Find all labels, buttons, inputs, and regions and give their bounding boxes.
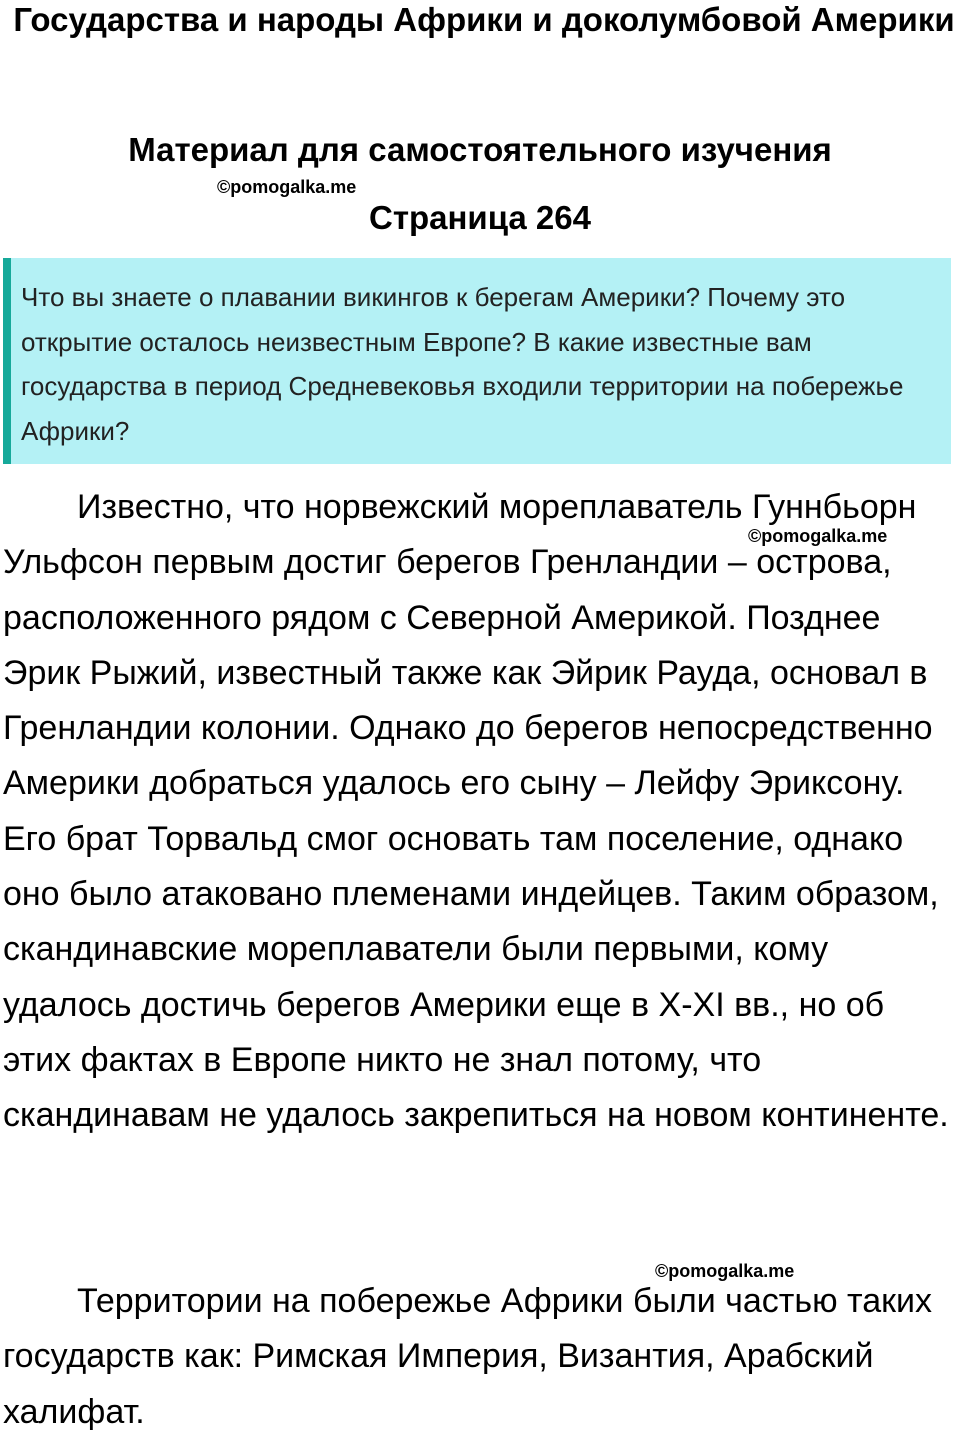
answer-paragraph-2: Территории на побережье Африки были частью таких государств как: Римская Империя, Византия, Арабский халифат. <box>3 1282 932 1431</box>
answer-paragraph-1: Известно, что норвежский мореплаватель Гуннбьорн Ульфсон первым достиг берегов Гренландии – острова, расположенного рядом с Северной Америкой. Позднее Эрик Рыжий, известный также как Эйрик Рауда, основал в Гренландии колонии. Однако до берегов непосредственно Америки добраться удалось его сыну – Лейфу Эриксону. Его брат Торвальд смог основать там поселение, однако оно было атаковано племенами индейцев. Таким образом, скандинавские мореплаватели были первыми, кому удалось достичь берегов Америки еще в X-XI вв., но об этих фактах в Европе никто не знал потому, что скандинавам не удалось закрепиться на новом континенте. <box>3 488 949 1135</box>
watermark: ©pomogalka.me <box>217 177 357 197</box>
page-title: Государства и народы Африки и доколумбовой Америки <box>13 1 955 38</box>
page-number-label: Страница 264 <box>369 199 591 236</box>
page-subtitle: Материал для самостоятельного изучения <box>128 131 832 168</box>
watermark: ©pomogalka.me <box>748 526 888 546</box>
question-text: Что вы знаете о плавании викингов к берегам Америки? Почему это открытие осталось неизвестным Европе? В какие известные вам государства в период Средневековья входили территории на побережье Африки? <box>21 282 904 446</box>
question-box <box>3 258 951 464</box>
watermark: ©pomogalka.me <box>655 1261 795 1281</box>
